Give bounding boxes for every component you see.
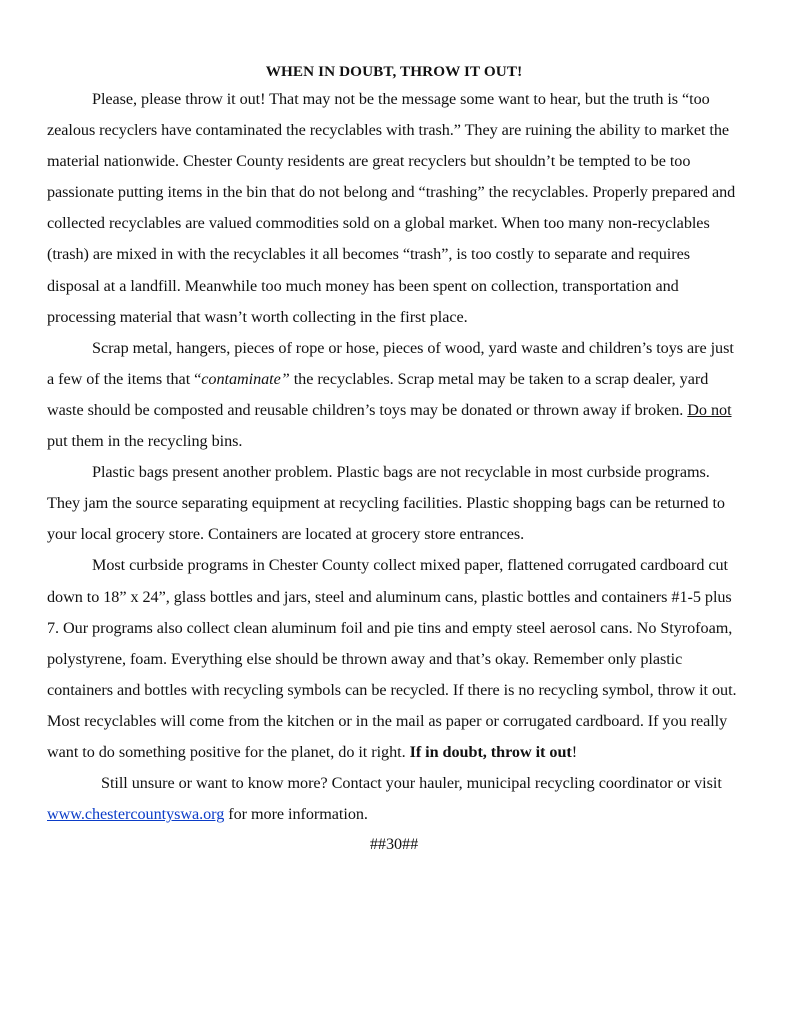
paragraph-2-text-b: the recyclables. Scrap metal may be taken to a scrap dealer, yard waste should be composted and reusable children’s toys may be donated or thrown away if broken. (47, 369, 709, 419)
document-title: WHEN IN DOUBT, THROW IT OUT! (265, 63, 523, 80)
throw-it-out-bold: If in doubt, throw it out (409, 742, 572, 761)
paragraph-5 (47, 768, 741, 830)
paragraph-2 (47, 333, 741, 457)
paragraph-2-text-c: put them in the recycling bins. (47, 432, 243, 451)
paragraph-1: Please, please throw it out! That may not be the message some want to hear, but the truth is “too zealous recyclers have contaminated the recyclables with trash.” They are ruining the ability to market the material nationwide. Chester County residents are great recyclers but shouldn’t be tempted to be too passionate putting items in the bin that do not belong and “trashing” the recyclables. Properly prepared and collected recyclables are valued commodities sold on a global market. When too many non-recyclables (trash) are mixed in with the recyclables it all becomes “trash”, is too costly to separate and requires disposal at a landfill. Meanwhile too much money has been spent on collection, transportation and processing material that wasn’t worth collecting in the first place. (47, 90, 736, 326)
paragraph-4 (47, 550, 741, 768)
paragraph-4-text-a: Most curbside programs in Chester County collect mixed paper, flattened corrugated cardboard cut down to 18” x 24”, glass bottles and jars, steel and aluminum cans, plastic bottles and containers #1-5 plus 7. Our programs also collect clean aluminum foil and pie tins and empty steel aerosol cans. No Styrofoam, polystyrene, foam. Everything else should be thrown away and that’s okay. Remember only plastic containers and bottles with recycling symbols can be recycled. If there is no recycling symbol, throw it out. Most recyclables will come from the kitchen or in the mail as paper or corrugated cardboard. If you really want to do something positive for the planet, do it right. (47, 556, 737, 761)
contaminate-emphasis: contaminate” (201, 369, 290, 388)
paragraph-5-text-a: Still unsure or want to know more? Contact your hauler, municipal recycling coordinator or visit (101, 774, 722, 793)
website-link[interactable]: www.chestercountyswa.org (47, 805, 225, 824)
paragraph-4-text-c: ! (571, 742, 578, 761)
paragraph-2-text-a: Scrap metal, hangers, pieces of rope or hose, pieces of wood, yard waste and children’s toys are just a few of the items that “ (47, 338, 734, 388)
do-not-underline: Do not (687, 400, 732, 419)
end-mark: ##30## (369, 835, 419, 854)
paragraph-5-text-b: for more information. (224, 805, 368, 824)
document-page (47, 62, 741, 858)
paragraph-3: Plastic bags present another problem. Plastic bags are not recyclable in most curbside programs. They jam the source separating equipment at recycling facilities. Plastic shopping bags can be returned to your local grocery store. Containers are located at grocery store entrances. (47, 463, 725, 544)
